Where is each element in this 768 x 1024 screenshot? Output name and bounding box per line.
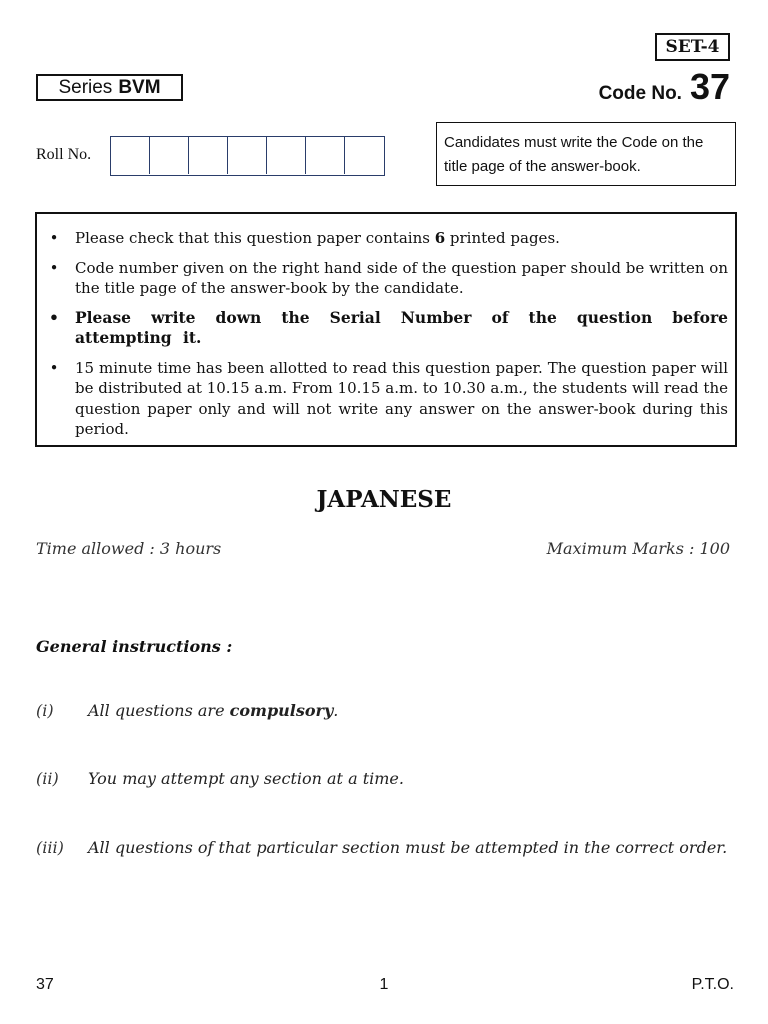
roll-cell[interactable] <box>228 137 267 174</box>
code-number <box>599 66 730 108</box>
roll-label: Roll No. <box>36 146 92 163</box>
set-label: SET-4 <box>655 33 730 61</box>
instruction-item: • Code number given on the right hand side of the question paper should be written on the title page of the answer-book by the candidate. <box>45 258 728 299</box>
general-instructions-heading: General instructions : <box>36 637 233 656</box>
roll-cell[interactable] <box>345 137 384 174</box>
time-allowed: Time allowed : 3 hours <box>36 539 222 558</box>
roll-number-boxes <box>110 136 385 176</box>
series-value: BVM <box>118 76 161 98</box>
general-instruction-item: (ii) You may attempt any section at a time. <box>36 769 404 788</box>
pto-label: P.T.O. <box>691 976 734 993</box>
instruction-item: • 15 minute time has been allotted to read this question paper. The question paper will be distributed at 10.15 a.m. From 10.15 a.m. to 10.30 a.m., the students will read the question paper only and will not write any answer on the answer-book during this period. <box>45 358 728 440</box>
roll-cell[interactable] <box>111 137 150 174</box>
bullet-icon: • <box>49 258 59 277</box>
subject-title: JAPANESE <box>316 486 452 513</box>
instruction-item: • Please write down the Serial Number of the question before attempting it. <box>45 308 728 349</box>
roll-cell[interactable] <box>306 137 345 174</box>
instructions-box <box>35 212 737 447</box>
maximum-marks: Maximum Marks : 100 <box>546 539 730 558</box>
candidate-note: Candidates must write the Code on the title page of the answer-book. <box>436 122 736 186</box>
code-value: 37 <box>689 66 730 107</box>
bullet-icon: • <box>49 229 59 247</box>
general-instruction-item: (iii) All questions of that particular section must be attempted in the correct order. <box>36 838 728 857</box>
page-number: 1 <box>379 976 389 993</box>
footer-code: 37 <box>36 976 54 993</box>
instruction-item: • Please check that this question paper contains 6 printed pages. <box>45 228 728 249</box>
general-instruction-item: (i) All questions are compulsory. <box>36 701 339 720</box>
bullet-icon: • <box>49 307 59 327</box>
code-label: Code No. <box>598 83 682 104</box>
roll-cell[interactable] <box>150 137 189 174</box>
series-label: Series <box>58 76 113 98</box>
bullet-icon: • <box>49 358 59 377</box>
roll-cell[interactable] <box>189 137 228 174</box>
series-box <box>36 74 183 101</box>
roll-cell[interactable] <box>267 137 306 174</box>
